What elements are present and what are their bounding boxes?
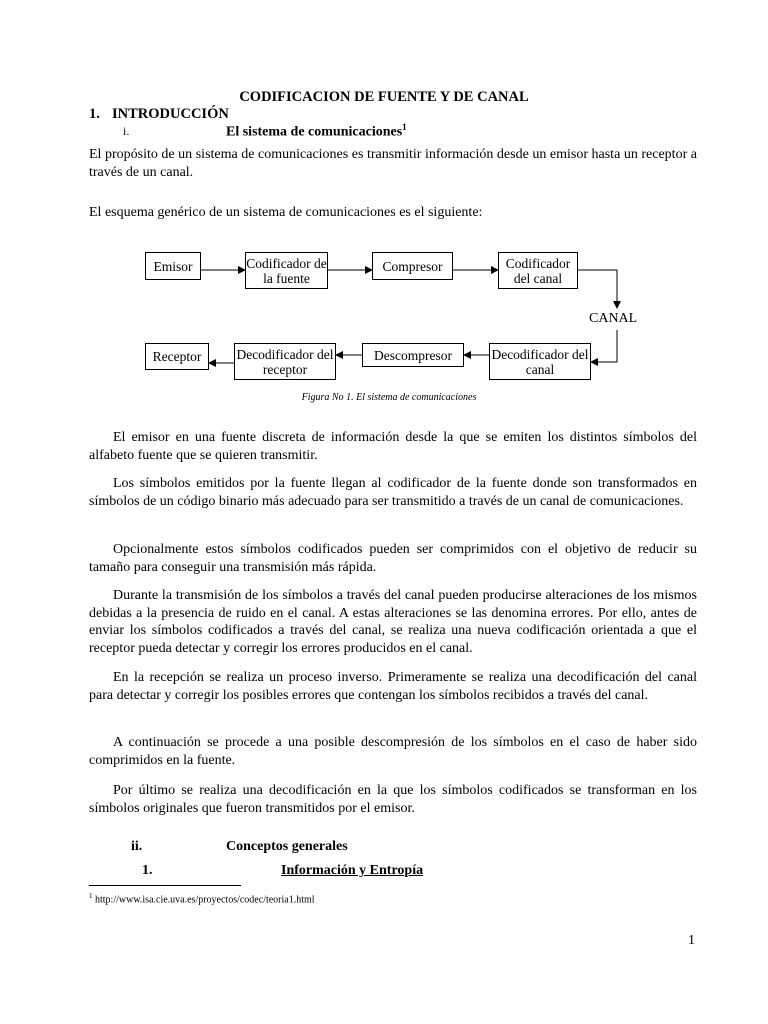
- box-codificador-fuente: [245, 252, 328, 289]
- box-compresor: [372, 252, 453, 280]
- paragraph-purpose: El propósito de un sistema de comunicaciones es transmitir información desde un emisor hasta un receptor a través de un canal.: [89, 147, 697, 180]
- subsection-ii-title: Conceptos generales: [226, 839, 348, 854]
- box-receptor: [145, 343, 209, 370]
- paragraph-recepcion: En la recepción se realiza un proceso inverso. Primeramente se realiza una decodificación del canal para detectar y corregir los posibles errores que contengan los símbolos recibidos a través del canal.: [89, 670, 697, 703]
- communication-system-diagram: [0, 0, 768, 420]
- box-label: Receptor: [152, 349, 202, 364]
- box-label: Descompresor: [374, 347, 452, 363]
- canal-label: CANAL: [589, 311, 638, 326]
- box-label: Codificador del canal: [505, 255, 571, 286]
- box-label: Codificador de la fuente: [246, 255, 327, 286]
- page-number: 1: [688, 933, 695, 948]
- box-decodificador-canal: [489, 343, 591, 380]
- footnote-link[interactable]: http://www.isa.cie.uva.es/proyectos/codec/teoria1.html: [92, 894, 315, 906]
- paragraph-transmision: Durante la transmisión de los símbolos a través del canal pueden producirse alteraciones de los mismos debidas a la presencia de ruido en el canal. A estas alteraciones se las denomina errores. Por ello, antes de enviar los símbolos codificados a través del canal, se realiza una nueva codificación orientada a que el receptor pueda detectar y corregir los errores producidos en el canal.: [89, 588, 697, 656]
- box-emisor: [145, 252, 201, 280]
- box-label: Emisor: [153, 258, 193, 274]
- footnote-number: 1: [89, 892, 93, 900]
- subsection-ii-number: ii.: [131, 839, 143, 854]
- footnote-separator: [89, 885, 241, 886]
- section-title: INTRODUCCIÓN: [112, 106, 229, 122]
- box-label: Compresor: [382, 258, 443, 274]
- document-title: CODIFICACION DE FUENTE Y DE CANAL: [239, 89, 529, 105]
- footnote: [89, 892, 315, 905]
- subsubsection-number: 1.: [142, 863, 153, 878]
- figure-caption: Figura No 1. El sistema de comunicaciones: [301, 392, 477, 403]
- section-number: 1.: [89, 106, 100, 122]
- paragraph-emisor: El emisor en una fuente discreta de información desde la que se emiten los distintos símbolos del alfabeto fuente que se quieren transmitir.: [89, 430, 697, 463]
- box-label: Decodificador del receptor: [236, 346, 334, 377]
- arrow-canal-to-decodificador-canal: [591, 330, 617, 362]
- paragraph-simbolos: Los símbolos emitidos por la fuente llegan al codificador de la fuente donde son transformados en símbolos de un código binario más adecuado para ser transmitido a través de un canal de comunicaciones.: [89, 476, 697, 509]
- paragraph-descompresion: A continuación se procede a una posible descompresión de los símbolos en el caso de haber sido comprimidos en la fuente.: [89, 735, 697, 768]
- box-label: Decodificador del canal: [491, 346, 589, 377]
- footnote-ref: 1: [402, 122, 407, 132]
- paragraph-decodificacion: Por último se realiza una decodificación en la que los símbolos codificados se transforman en los símbolos originales que fueron transmitidos por el emisor.: [89, 783, 697, 816]
- arrow-to-canal: [578, 270, 617, 308]
- paragraph-compresion: Opcionalmente estos símbolos codificados pueden ser comprimidos con el objetivo de reducir su tamaño para conseguir una transmisión más rápida.: [89, 542, 697, 575]
- box-descompresor: [362, 343, 464, 367]
- box-codificador-canal: [498, 252, 578, 289]
- subsubsection-title: Información y Entropía: [281, 863, 424, 878]
- subsection-title-text: El sistema de comunicaciones: [226, 124, 403, 140]
- box-decodificador-receptor: [234, 343, 336, 380]
- subsection-number: i.: [123, 124, 130, 138]
- paragraph-scheme-intro: El esquema genérico de un sistema de comunicaciones es el siguiente:: [89, 205, 483, 220]
